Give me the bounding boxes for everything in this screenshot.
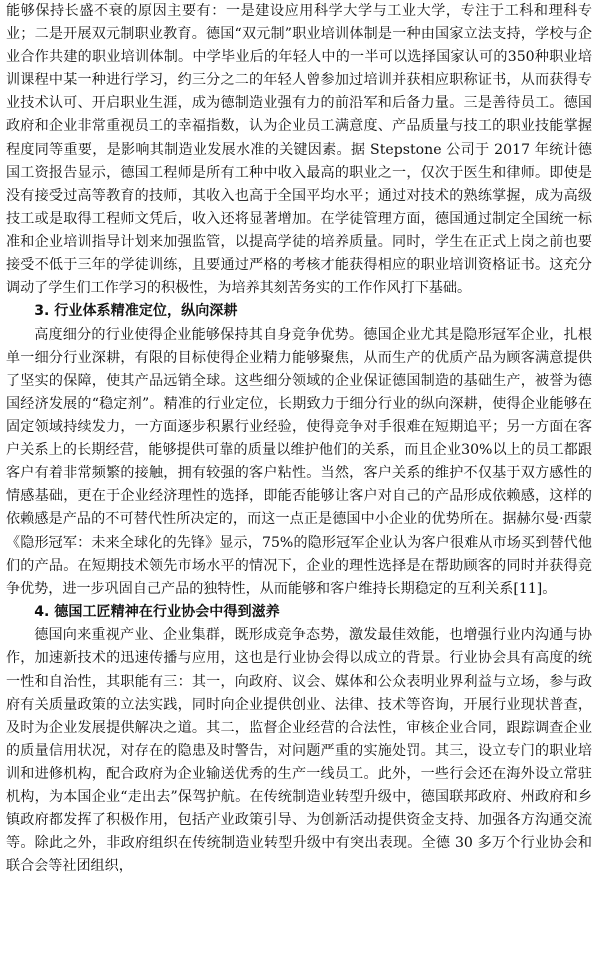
body-paragraph-3: 德国向来重视产业、企业集群，既形成竞争态势，激发最佳效能，也增强行业内沟通与协作，加速新技术的迅速传播与应用，这也是行业协会得以成立的背景。行业协会具有高度的统一性和自治性，其职能有三：其一，向政府、议会、媒体和公众表明业界利益与立场，参与政府有关质量政策的立法实践，同时向企业提供创业、法律、技术等咨询，开展行业现状普查，及时为企业发展提供解决之道。其二，监督企业经营的合法性，审核企业合同，跟踪调查企业的质量信用状况，对存在的隐患及时警告，对问题严重的实施处罚。其三，设立专门的职业培训和进修机构，配合政府为企业输送优秀的生产一线员工。此外，一些行会还在海外设立常驻机构，为本国企业“走出去”保驾护航。在传统制造业转型升级中，德国联邦政府、州政府和乡镇政府都发挥了积极作用，包括产业政策引导、为创新活动提供资金支持、加强各方沟通交流等。除此之外，非政府组织在传统制造业转型升级中有突出表现。全德 30 多万个行业协会和联合会等社团组织， xyxy=(6,627,592,875)
body-paragraph-2: 高度细分的行业使得企业能够保持其自身竞争优势。德国企业尤其是隐形冠军企业，扎根单一细分行业深耕，有限的目标使得企业精力能够聚焦，从而生产的优质产品为顾客满意提供了坚实的保障，使其产品远销全球。这些细分领域的企业保证德国制造的基础生产，被誉为德国经济发展的“稳定剂”。精准的行业定位，长期致力于细分行业的纵向深耕，使得企业能够在固定领域持续发力，一方面逐步积累行业经验，使得竞争对手很难在短期追平；另一方面在客户关系上的长期经营，能够提供可靠的质量以维护他们的关系，而且企业30%以上的员工都跟客户有着非常频繁的接触，拥有较强的客户粘性。当然，客户关系的维护不仅基于双方感性的情感基础，更在于企业经济理性的选择，即能否能够让客户对自己的产品形成依赖感，这样的依赖感是产品的不可替代性所决定的，而这一点正是德国中小企业的优势所在。据赫尔曼·西蒙《隐形冠军：未来全球化的先锋》显示，75%的隐形冠军企业认为客户很难从市场买到替代他们的产品。在短期技术领先市场水平的情况下，企业的理性选择是在帮助顾客的同时并获得竞争优势，进一步巩固自己产品的独特性，从而能够和客户维持长期稳定的互利关系[11]。 xyxy=(6,326,592,597)
section-heading-3: 3. 行业体系精准定位，纵向深耕 xyxy=(34,303,238,320)
body-paragraph-1: 能够保持长盛不衰的原因主要有：一是建设应用科学大学与工业大学，专注于工科和理科专业；二是开展双元制职业教育。德国“双元制”职业培训体制是一种由国家立法支持，学校与企业合作共建的职业培训体制。中学毕业后的年轻人中的一半可以选择国家认可的350种职业培训课程中某一种进行学习，约三分之二的年轻人曾参加过培训并获相应职称证书，从而获得专业技术认可、开启职业生涯，成为德制造业强有力的前沿军和后备力量。三是善待员工。德国政府和企业非常重视员工的幸福指数，认为企业员工满意度、产品质量与技工的职业技能掌握程度同等重要，是影响其制造业发展水准的关键因素。据 Stepstone 公司于 2017 年统计德国工资报告显示，德国工程师是所有工种中收入最高的职业之一，仅次于医生和律师。即使是没有接受过高等教育的技师，其收入也高于全国平均水平；通过对技术的熟练掌握，成为高级技工或是取得工程师文凭后，收入还将显著增加。在学徒管理方面，德国通过制定全国统一标准和企业培训指导计划来加强监管，以提高学徒的培养质量。同时，学生在正式上岗之前也要接受不低于三年的学徒训练，且要通过严格的考核才能获得相应的职业培训资格证书。这充分调动了学生们工作学习的积极性，为培养其刻苦务实的工作作风打下基础。 xyxy=(6,3,592,297)
section-heading-4: 4. 德国工匠精神在行业协会中得到滋养 xyxy=(34,603,280,620)
